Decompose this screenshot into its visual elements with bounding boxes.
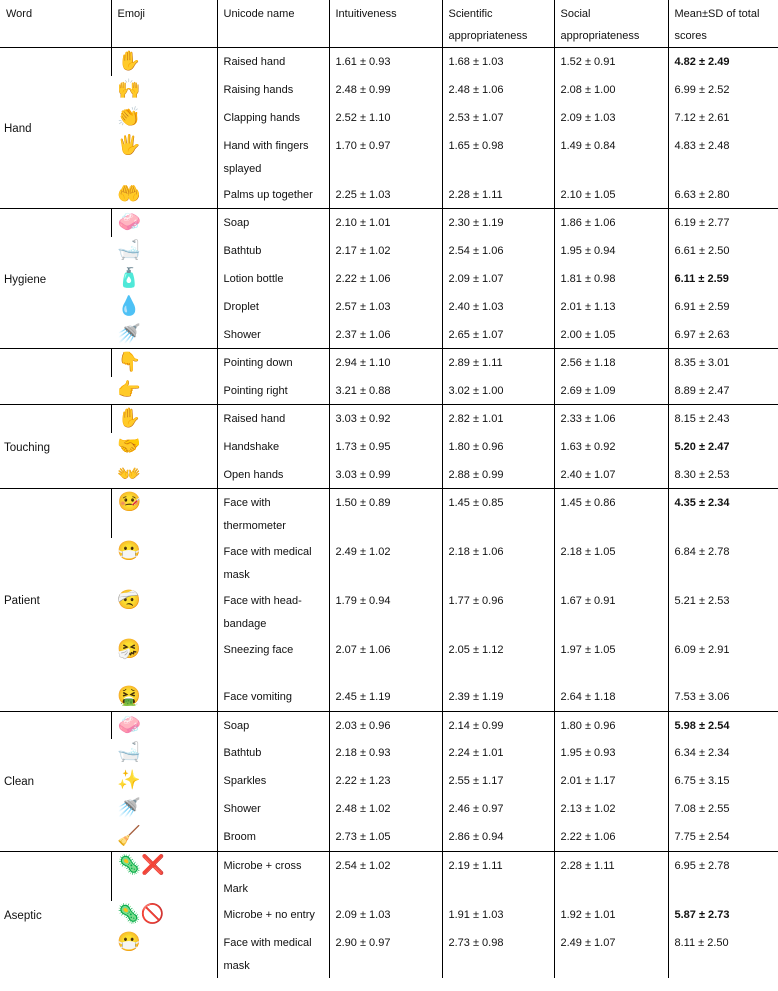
table-row xyxy=(0,489,778,539)
social-cell: 2.64 ± 1.18 xyxy=(554,683,668,711)
emoji-cell: 🤝 xyxy=(117,435,141,457)
total-score-cell: 6.61 ± 2.50 xyxy=(668,237,778,265)
table-row xyxy=(0,767,778,795)
emoji-cell: 🤲 xyxy=(117,183,141,205)
unicode-name-cell: Bathtub xyxy=(217,739,329,767)
social-cell: 2.69 ± 1.09 xyxy=(554,377,668,405)
unicode-name-cell: Soap xyxy=(217,209,329,237)
scientific-cell: 2.19 ± 1.11 xyxy=(442,851,554,901)
scientific-cell: 3.02 ± 1.00 xyxy=(442,377,554,405)
scientific-cell: 2.82 ± 1.01 xyxy=(442,405,554,433)
scientific-cell: 2.14 ± 0.99 xyxy=(442,711,554,739)
scientific-cell: 2.30 ± 1.19 xyxy=(442,209,554,237)
social-cell: 2.22 ± 1.06 xyxy=(554,823,668,851)
emoji-cell: 🧴 xyxy=(117,267,141,289)
social-cell: 2.18 ± 1.05 xyxy=(554,538,668,587)
intuitiveness-cell: 2.17 ± 1.02 xyxy=(329,237,442,265)
table-row xyxy=(0,237,778,265)
intuitiveness-cell: 1.70 ± 0.97 xyxy=(329,132,442,181)
scientific-cell: 2.09 ± 1.07 xyxy=(442,265,554,293)
intuitiveness-cell: 2.73 ± 1.05 xyxy=(329,823,442,851)
total-score-cell: 5.98 ± 2.54 xyxy=(668,711,778,739)
word-cell: Hand xyxy=(0,48,111,209)
total-score-cell: 8.30 ± 2.53 xyxy=(668,461,778,489)
table-row xyxy=(0,209,778,237)
unicode-name-cell: Pointing right xyxy=(217,377,329,405)
unicode-name-cell: Microbe + cross Mark xyxy=(217,851,329,901)
unicode-name-cell: Lotion bottle xyxy=(217,265,329,293)
scientific-cell: 1.91 ± 1.03 xyxy=(442,901,554,929)
social-cell: 1.92 ± 1.01 xyxy=(554,901,668,929)
emoji-cell: 🦠❌ xyxy=(111,851,217,901)
table-row xyxy=(0,636,778,683)
emoji-cell: 👇 xyxy=(111,349,217,377)
table-row xyxy=(0,929,778,978)
scientific-cell: 2.39 ± 1.19 xyxy=(442,683,554,711)
table-body xyxy=(0,48,778,978)
unicode-name-cell: Pointing down xyxy=(217,349,329,377)
header-total: Mean±SD of total scores xyxy=(668,0,778,48)
table-row xyxy=(0,265,778,293)
intuitiveness-cell: 2.48 ± 1.02 xyxy=(329,795,442,823)
scientific-cell: 2.40 ± 1.03 xyxy=(442,293,554,321)
social-cell: 2.09 ± 1.03 xyxy=(554,104,668,132)
word-cell: Hygiene xyxy=(0,209,111,349)
intuitiveness-cell: 1.79 ± 0.94 xyxy=(329,587,442,636)
unicode-name-cell: Face with thermometer xyxy=(217,489,329,539)
intuitiveness-cell: 2.48 ± 0.99 xyxy=(329,76,442,104)
social-cell: 1.45 ± 0.86 xyxy=(554,489,668,539)
social-cell: 1.97 ± 1.05 xyxy=(554,636,668,683)
unicode-name-cell: Soap xyxy=(217,711,329,739)
word-cell xyxy=(0,349,111,405)
total-score-cell: 6.11 ± 2.59 xyxy=(668,265,778,293)
emoji-cell: 🦠🚫 xyxy=(117,903,165,925)
intuitiveness-cell: 1.50 ± 0.89 xyxy=(329,489,442,539)
total-score-cell: 5.20 ± 2.47 xyxy=(668,433,778,461)
unicode-name-cell: Clapping hands xyxy=(217,104,329,132)
total-score-cell: 4.83 ± 2.48 xyxy=(668,132,778,181)
scientific-cell: 1.45 ± 0.85 xyxy=(442,489,554,539)
intuitiveness-cell: 2.52 ± 1.10 xyxy=(329,104,442,132)
total-score-cell: 6.09 ± 2.91 xyxy=(668,636,778,683)
header-word: Word xyxy=(0,0,111,48)
scientific-cell: 1.77 ± 0.96 xyxy=(442,587,554,636)
social-cell: 2.33 ± 1.06 xyxy=(554,405,668,433)
emoji-cell: 🛁 xyxy=(117,742,141,763)
scientific-cell: 2.46 ± 0.97 xyxy=(442,795,554,823)
social-cell: 1.49 ± 0.84 xyxy=(554,132,668,181)
unicode-name-cell: Sneezing face xyxy=(217,636,329,683)
emoji-cell: 🤕 xyxy=(117,590,141,611)
intuitiveness-cell: 2.45 ± 1.19 xyxy=(329,683,442,711)
header-intuitiveness: Intuitiveness xyxy=(329,0,442,48)
emoji-cell: ✋ xyxy=(111,48,217,76)
emoji-cell: ✨ xyxy=(117,770,141,791)
social-cell: 1.95 ± 0.94 xyxy=(554,237,668,265)
intuitiveness-cell: 2.10 ± 1.01 xyxy=(329,209,442,237)
word-cell: Touching xyxy=(0,405,111,489)
header-row xyxy=(0,0,778,48)
table-row xyxy=(0,433,778,461)
emoji-cell: 🤮 xyxy=(117,686,141,707)
table-row xyxy=(0,711,778,739)
unicode-name-cell: Face with medical mask xyxy=(217,929,329,978)
scientific-cell: 2.73 ± 0.98 xyxy=(442,929,554,978)
intuitiveness-cell: 2.07 ± 1.06 xyxy=(329,636,442,683)
intuitiveness-cell: 1.73 ± 0.95 xyxy=(329,433,442,461)
unicode-name-cell: Face vomiting xyxy=(217,683,329,711)
table-row xyxy=(0,795,778,823)
emoji-cell: 🚿 xyxy=(117,798,141,819)
intuitiveness-cell: 2.22 ± 1.23 xyxy=(329,767,442,795)
total-score-cell: 8.35 ± 3.01 xyxy=(668,349,778,377)
unicode-name-cell: Microbe + no entry xyxy=(217,901,329,929)
scientific-cell: 1.80 ± 0.96 xyxy=(442,433,554,461)
table-row xyxy=(0,132,778,181)
scientific-cell: 2.86 ± 0.94 xyxy=(442,823,554,851)
total-score-cell: 7.12 ± 2.61 xyxy=(668,104,778,132)
word-cell: Patient xyxy=(0,489,111,712)
scientific-cell: 2.55 ± 1.17 xyxy=(442,767,554,795)
unicode-name-cell: Raising hands xyxy=(217,76,329,104)
intuitiveness-cell: 2.90 ± 0.97 xyxy=(329,929,442,978)
table-row xyxy=(0,739,778,767)
table-row xyxy=(0,349,778,377)
social-cell: 2.08 ± 1.00 xyxy=(554,76,668,104)
social-cell: 2.10 ± 1.05 xyxy=(554,181,668,209)
social-cell: 2.01 ± 1.13 xyxy=(554,293,668,321)
intuitiveness-cell: 2.18 ± 0.93 xyxy=(329,739,442,767)
scientific-cell: 2.53 ± 1.07 xyxy=(442,104,554,132)
scientific-cell: 2.89 ± 1.11 xyxy=(442,349,554,377)
unicode-name-cell: Palms up together xyxy=(217,181,329,209)
emoji-cell: 😷 xyxy=(117,541,141,562)
intuitiveness-cell: 2.54 ± 1.02 xyxy=(329,851,442,901)
total-score-cell: 5.21 ± 2.53 xyxy=(668,587,778,636)
header-scientific: Scientific appropriateness xyxy=(442,0,554,48)
total-score-cell: 6.19 ± 2.77 xyxy=(668,209,778,237)
scientific-cell: 2.28 ± 1.11 xyxy=(442,181,554,209)
table-row xyxy=(0,104,778,132)
social-cell: 2.00 ± 1.05 xyxy=(554,321,668,349)
total-score-cell: 6.99 ± 2.52 xyxy=(668,76,778,104)
scientific-cell: 2.54 ± 1.06 xyxy=(442,237,554,265)
emoji-cell: 😷 xyxy=(117,931,141,953)
emoji-cell: 👐 xyxy=(117,463,141,485)
scientific-cell: 2.88 ± 0.99 xyxy=(442,461,554,489)
table-row xyxy=(0,683,778,711)
unicode-name-cell: Raised hand xyxy=(217,48,329,76)
table-row xyxy=(0,293,778,321)
intuitiveness-cell: 3.03 ± 0.92 xyxy=(329,405,442,433)
intuitiveness-cell: 2.03 ± 0.96 xyxy=(329,711,442,739)
intuitiveness-cell: 1.61 ± 0.93 xyxy=(329,48,442,76)
total-score-cell: 6.95 ± 2.78 xyxy=(668,851,778,901)
emoji-cell: 🙌 xyxy=(117,78,141,100)
total-score-cell: 6.97 ± 2.63 xyxy=(668,321,778,349)
intuitiveness-cell: 2.37 ± 1.06 xyxy=(329,321,442,349)
table-row xyxy=(0,48,778,76)
header-social: Social appropriateness xyxy=(554,0,668,48)
unicode-name-cell: Hand with fingers splayed xyxy=(217,132,329,181)
emoji-cell: 🛁 xyxy=(117,239,141,261)
intuitiveness-cell: 2.09 ± 1.03 xyxy=(329,901,442,929)
intuitiveness-cell: 2.22 ± 1.06 xyxy=(329,265,442,293)
emoji-cell: 🧹 xyxy=(117,826,141,847)
unicode-name-cell: Raised hand xyxy=(217,405,329,433)
header-emoji: Emoji xyxy=(111,0,217,48)
total-score-cell: 6.63 ± 2.80 xyxy=(668,181,778,209)
total-score-cell: 8.15 ± 2.43 xyxy=(668,405,778,433)
unicode-name-cell: Shower xyxy=(217,795,329,823)
total-score-cell: 6.34 ± 2.34 xyxy=(668,739,778,767)
unicode-name-cell: Sparkles xyxy=(217,767,329,795)
social-cell: 2.28 ± 1.11 xyxy=(554,851,668,901)
total-score-cell: 7.53 ± 3.06 xyxy=(668,683,778,711)
intuitiveness-cell: 2.94 ± 1.10 xyxy=(329,349,442,377)
emoji-cell: 🤧 xyxy=(117,639,141,660)
unicode-name-cell: Handshake xyxy=(217,433,329,461)
intuitiveness-cell: 3.03 ± 0.99 xyxy=(329,461,442,489)
social-cell: 2.56 ± 1.18 xyxy=(554,349,668,377)
social-cell: 2.13 ± 1.02 xyxy=(554,795,668,823)
social-cell: 1.52 ± 0.91 xyxy=(554,48,668,76)
table-row xyxy=(0,321,778,349)
table-row xyxy=(0,851,778,901)
table-row xyxy=(0,587,778,636)
total-score-cell: 4.35 ± 2.34 xyxy=(668,489,778,539)
table-row xyxy=(0,377,778,405)
table-row xyxy=(0,823,778,851)
social-cell: 1.63 ± 0.92 xyxy=(554,433,668,461)
table-row xyxy=(0,181,778,209)
unicode-name-cell: Bathtub xyxy=(217,237,329,265)
word-cell: Aseptic xyxy=(0,851,111,978)
intuitiveness-cell: 2.25 ± 1.03 xyxy=(329,181,442,209)
unicode-name-cell: Broom xyxy=(217,823,329,851)
scientific-cell: 2.18 ± 1.06 xyxy=(442,538,554,587)
table-row xyxy=(0,461,778,489)
emoji-cell: 👏 xyxy=(117,106,141,128)
unicode-name-cell: Shower xyxy=(217,321,329,349)
unicode-name-cell: Droplet xyxy=(217,293,329,321)
total-score-cell: 6.91 ± 2.59 xyxy=(668,293,778,321)
social-cell: 2.01 ± 1.17 xyxy=(554,767,668,795)
intuitiveness-cell: 3.21 ± 0.88 xyxy=(329,377,442,405)
social-cell: 1.80 ± 0.96 xyxy=(554,711,668,739)
emoji-cell: 🖐 xyxy=(117,134,141,156)
emoji-cell: 🚿 xyxy=(117,323,141,345)
scientific-cell: 2.24 ± 1.01 xyxy=(442,739,554,767)
header-unicode-name: Unicode name xyxy=(217,0,329,48)
social-cell: 1.67 ± 0.91 xyxy=(554,587,668,636)
scientific-cell: 2.65 ± 1.07 xyxy=(442,321,554,349)
scientific-cell: 1.65 ± 0.98 xyxy=(442,132,554,181)
social-cell: 1.86 ± 1.06 xyxy=(554,209,668,237)
total-score-cell: 8.11 ± 2.50 xyxy=(668,929,778,978)
emoji-cell: ✋ xyxy=(111,405,217,433)
intuitiveness-cell: 2.49 ± 1.02 xyxy=(329,538,442,587)
total-score-cell: 7.08 ± 2.55 xyxy=(668,795,778,823)
social-cell: 1.81 ± 0.98 xyxy=(554,265,668,293)
social-cell: 1.95 ± 0.93 xyxy=(554,739,668,767)
total-score-cell: 6.75 ± 3.15 xyxy=(668,767,778,795)
unicode-name-cell: Open hands xyxy=(217,461,329,489)
emoji-cell: 🧼 xyxy=(111,209,217,237)
unicode-name-cell: Face with medical mask xyxy=(217,538,329,587)
social-cell: 2.40 ± 1.07 xyxy=(554,461,668,489)
table-row xyxy=(0,405,778,433)
total-score-cell: 5.87 ± 2.73 xyxy=(668,901,778,929)
word-cell: Clean xyxy=(0,711,111,851)
emoji-cell: 💧 xyxy=(117,295,141,317)
total-score-cell: 8.89 ± 2.47 xyxy=(668,377,778,405)
total-score-cell: 6.84 ± 2.78 xyxy=(668,538,778,587)
scientific-cell: 2.48 ± 1.06 xyxy=(442,76,554,104)
table-row xyxy=(0,901,778,929)
emoji-cell: 🧼 xyxy=(111,711,217,739)
table-row xyxy=(0,538,778,587)
intuitiveness-cell: 2.57 ± 1.03 xyxy=(329,293,442,321)
scientific-cell: 2.05 ± 1.12 xyxy=(442,636,554,683)
social-cell: 2.49 ± 1.07 xyxy=(554,929,668,978)
table-row xyxy=(0,76,778,104)
scientific-cell: 1.68 ± 1.03 xyxy=(442,48,554,76)
unicode-name-cell: Face with head-bandage xyxy=(217,587,329,636)
emoji-cell: 👉 xyxy=(117,379,141,401)
total-score-cell: 7.75 ± 2.54 xyxy=(668,823,778,851)
emoji-cell: 🤒 xyxy=(111,489,217,539)
total-score-cell: 4.82 ± 2.49 xyxy=(668,48,778,76)
